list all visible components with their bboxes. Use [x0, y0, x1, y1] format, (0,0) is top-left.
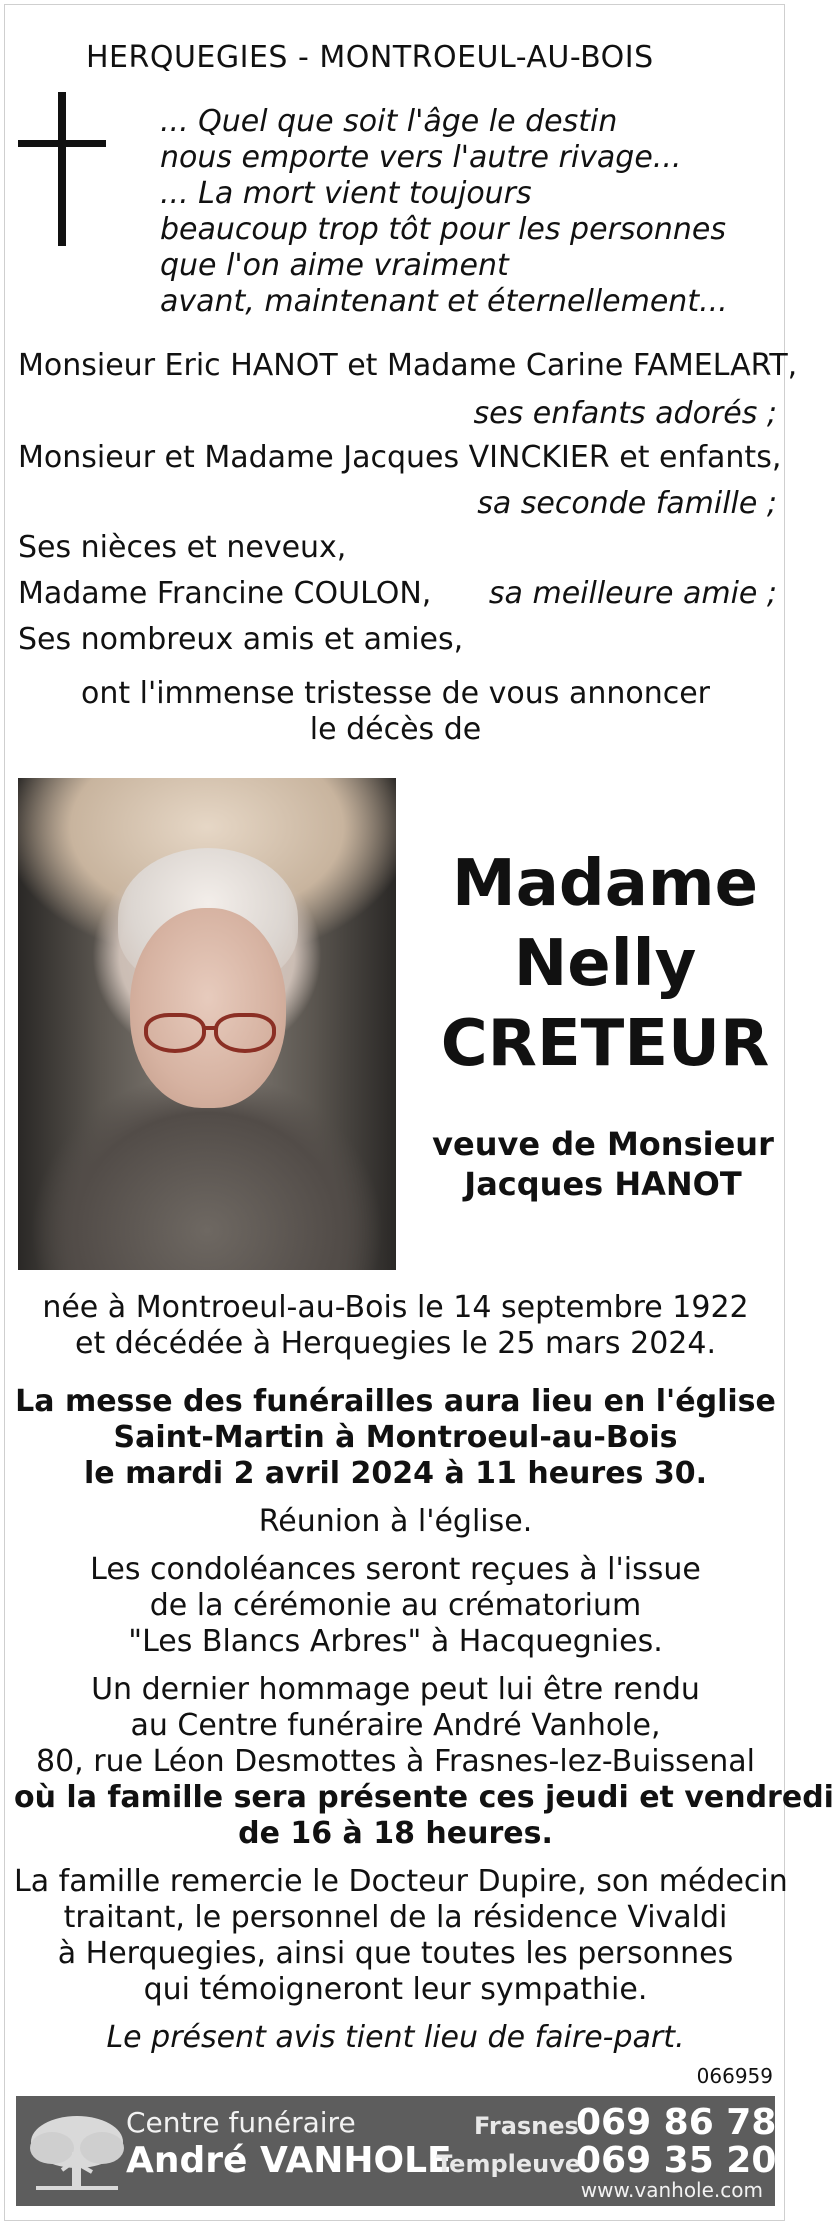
- family-role: ses enfants adorés ;: [473, 396, 777, 431]
- condolences-line: de la cérémonie au crématorium: [149, 1588, 642, 1623]
- thanks-line: qui témoigneront leur sympathie.: [143, 1972, 648, 2007]
- tribute-line: Un dernier hommage peut lui être rendu: [91, 1672, 700, 1707]
- poem-line: beaucoup trop tôt pour les personnes: [160, 212, 726, 247]
- poem-line: que l'on aime vraiment: [160, 248, 509, 283]
- funeral-line: La messe des funérailles aura lieu en l'église: [15, 1384, 776, 1419]
- death-line: et décédée à Herquegies le 25 mars 2024.: [75, 1326, 716, 1361]
- reference-number: 066959: [696, 2064, 773, 2088]
- funeral-line: Saint-Martin à Montroeul-au-Bois: [113, 1420, 678, 1455]
- notice-line: Le présent avis tient lieu de faire-part.: [106, 2020, 685, 2055]
- family-line: Ses nombreux amis et amies,: [18, 622, 464, 657]
- poem-line: ... La mort vient toujours: [160, 176, 532, 211]
- tribute-line: où la famille sera présente ces jeudi et vendredi: [14, 1780, 834, 1815]
- condolences-line: "Les Blancs Arbres" à Hacquegnies.: [128, 1624, 663, 1659]
- website-link[interactable]: www.vanhole.com: [580, 2178, 763, 2202]
- family-line: Monsieur et Madame Jacques VINCKIER et enfants,: [18, 440, 782, 475]
- widow-line: Jacques HANOT: [464, 1165, 742, 1203]
- tree-icon: [22, 2108, 132, 2194]
- phone-frasnes: 069 86 78 04: [576, 2102, 839, 2143]
- thanks-line: à Herquegies, ainsi que toutes les personnes: [57, 1936, 734, 1971]
- meeting-line: Réunion à l'église.: [258, 1504, 533, 1539]
- thanks-line: La famille remercie le Docteur Dupire, son médecin: [14, 1864, 788, 1899]
- phone-label-templeuve: Templeuve: [436, 2150, 582, 2178]
- announce-line: ont l'immense tristesse de vous annoncer: [80, 676, 711, 711]
- thanks-line: traitant, le personnel de la résidence Vivaldi: [63, 1900, 728, 1935]
- poem-line: avant, maintenant et éternellement...: [160, 284, 728, 319]
- family-role: sa meilleure amie ;: [488, 576, 777, 611]
- deceased-title: Madame: [452, 847, 758, 921]
- poem-line: ... Quel que soit l'âge le destin: [160, 104, 618, 139]
- announce-line: le décès de: [309, 712, 482, 747]
- deceased-first-name: Nelly: [513, 927, 697, 1001]
- widow-line: veuve de Monsieur: [432, 1125, 774, 1163]
- tribute-line: de 16 à 18 heures.: [238, 1816, 553, 1851]
- phone-templeuve: 069 35 20 19: [576, 2140, 839, 2181]
- place-header: HERQUEGIES - MONTROEUL-AU-BOIS: [86, 40, 654, 75]
- condolences-line: Les condoléances seront reçues à l'issue: [90, 1552, 701, 1587]
- deceased-last-name: CRETEUR: [440, 1007, 770, 1081]
- deceased-photo: [18, 778, 396, 1270]
- phone-label-frasnes: Frasnes: [474, 2112, 579, 2140]
- family-line: Monsieur Eric HANOT et Madame Carine FAMELART,: [18, 348, 798, 383]
- funeral-line: le mardi 2 avril 2024 à 11 heures 30.: [84, 1456, 707, 1491]
- birth-line: née à Montroeul-au-Bois le 14 septembre 1922: [42, 1290, 749, 1325]
- tribute-line: 80, rue Léon Desmottes à Frasnes-lez-Buissenal: [36, 1744, 755, 1779]
- funeral-home-banner: [16, 2096, 839, 2206]
- poem-line: nous emporte vers l'autre rivage...: [160, 140, 682, 175]
- funeral-home-name: André VANHOLE: [126, 2140, 452, 2181]
- family-role: sa seconde famille ;: [477, 486, 777, 521]
- tribute-line: au Centre funéraire André Vanhole,: [130, 1708, 661, 1743]
- funeral-home-label: Centre funéraire: [126, 2106, 356, 2139]
- family-line: Ses nièces et neveux,: [18, 530, 347, 565]
- family-line: Madame Francine COULON,: [18, 576, 432, 611]
